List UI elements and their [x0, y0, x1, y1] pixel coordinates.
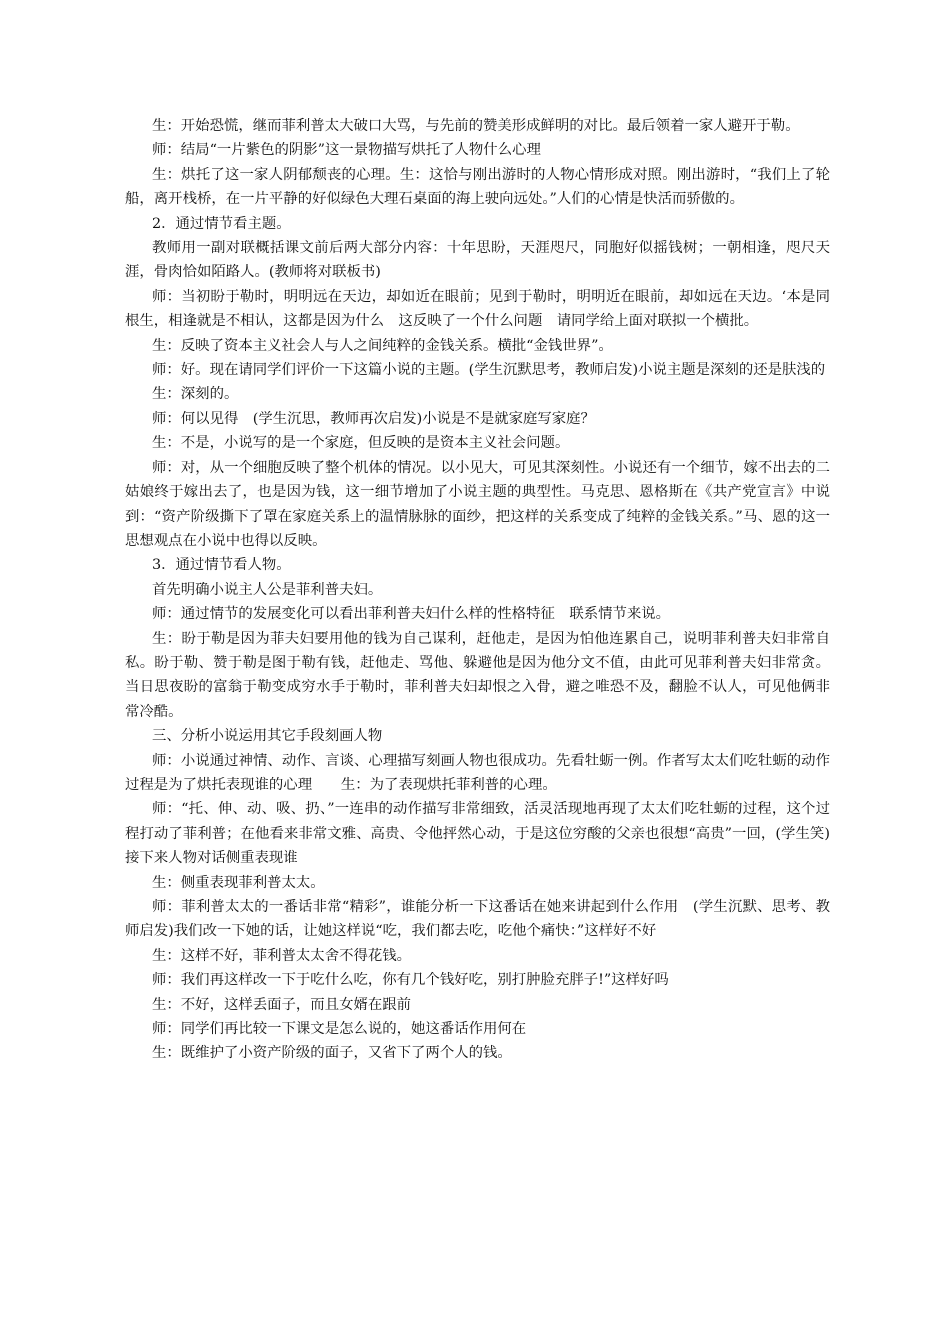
- paragraph: 师：对，从一个细胞反映了整个机体的情况。以小见大，可见其深刻性。小说还有一个细节，嫁不出去的二姑娘终于嫁出去了，也是因为钱，这一细节增加了小说主题的典型性。马克思、恩格斯在《共产党宣言》中说到：“资产阶级撕下了罩在家庭关系上的温情脉脉的面纱，把这样的关系变成了纯粹的金钱关系。”马、恩的这一思想观点在小说中也得以反映。: [125, 459, 830, 549]
- paragraph: 师：“托、伸、动、吸、扔、”一连串的动作描写非常细致，活灵活现地再现了太太们吃牡蛎的过程，这个过程打动了菲利普；在他看来非常文雅、高贵、令他抨然心动，于是这位穷酸的父亲也很想“高贵”一回，(学生笑)接下来人物对话侧重表现谁: [125, 801, 830, 867]
- paragraph: 教师用一副对联概括课文前后两大部分内容：十年思盼，天涯咫尺，同胞好似摇钱树；一朝相逢，咫尺天涯，骨肉恰如陌路人。(教师将对联板书): [125, 240, 830, 281]
- paragraph: 师：好。现在请同学们评价一下这篇小说的主题。(学生沉默思考，教师启发)小说主题是深刻的还是肤浅的: [152, 362, 826, 379]
- paragraph: 生：深刻的。: [152, 386, 239, 403]
- paragraph: 生：侧重表现菲利普太太。: [152, 874, 325, 891]
- paragraph: 生：不是，小说写的是一个家庭，但反映的是资本主义社会问题。: [152, 435, 570, 452]
- paragraph: 师：结局“一片紫色的阴影”这一景物描写烘托了人物什么心理: [152, 142, 541, 159]
- paragraph: 生：既维护了小资产阶级的面子，又省下了两个人的钱。: [152, 1045, 512, 1062]
- paragraph: 师：何以见得 (学生沉思，教师再次启发)小说是不是就家庭写家庭？: [152, 410, 595, 427]
- paragraph: 生：开始恐慌，继而菲利普太大破口大骂，与先前的赞美形成鲜明的对比。最后领着一家人避开于勒。: [152, 118, 800, 134]
- paragraph: 生：盼于勒是因为菲夫妇要用他的钱为自己谋利，赶他走，是因为怕他连累自己，说明菲利普夫妇非常自私。盼于勒、赞于勒是图于勒有钱，赶他走、骂他、躲避他是因为他分文不值，由此可见菲利普夫妇非常贪。当日思夜盼的富翁于勒变成穷水手于勒时，菲利普夫妇却恨之入骨，避之唯恐不及，翻脸不认人，可见他俩非常冷酷。: [125, 630, 830, 720]
- paragraph: 师：菲利普太太的一番话非常“精彩”，谁能分析一下这番话在她来讲起到什么作用 (学生沉默、思考、教师启发)我们改一下她的话，让她这样说“吃，我们都去吃，吃他个痛快：”这样好不好: [125, 899, 830, 940]
- paragraph: 首先明确小说主人公是菲利普夫妇。: [152, 581, 383, 598]
- document-page: [125, 114, 830, 1066]
- paragraph: 生：反映了资本主义社会人与人之间纯粹的金钱关系。横批“金钱世界”。: [152, 337, 613, 354]
- section-heading: 3．通过情节看人物。: [152, 557, 291, 574]
- paragraph: 生：烘托了这一家人阴郁颓丧的心理。生：这恰与刚出游时的人物心情形成对照。刚出游时，“我们上了轮船，离开栈桥，在一片平静的好似绿色大理石桌面的海上驶向远处。”人们的心情是快活而骄傲的。: [125, 166, 830, 208]
- paragraph: 师：我们再这样改一下于吃什么吃，你有几个钱好吃，别打肿脸充胖子!”这样好吗: [152, 972, 669, 989]
- paragraph: 师：通过情节的发展变化可以看出菲利普夫妇什么样的性格特征 联系情节来说。: [152, 606, 671, 623]
- paragraph: 师：当初盼于勒时，明明远在天边，却如近在眼前；见到于勒时，明明近在眼前，却如远在天边。‘本是同根生，相逢就是不相认，这都是因为什么 这反映了一个什么问题 请同学给上面对联拟一个横批。: [125, 288, 830, 330]
- paragraph: 师：小说通过神情、动作、言谈、心理描写刻画人物也很成功。先看牡蛎一例。作者写太太们吃牡蛎的动作过程是为了烘托表现谁的心理 生：为了表现烘托菲利普的心理。: [125, 752, 830, 793]
- paragraph: 生：不好，这样丢面子，而且女婿在跟前: [152, 996, 412, 1013]
- paragraph: 生：这样不好，菲利普太太舍不得花钱。: [152, 947, 412, 964]
- paragraph: 师：同学们再比较一下课文是怎么说的，她这番话作用何在: [152, 1021, 527, 1038]
- section-heading: 三、分析小说运用其它手段刻画人物: [152, 728, 383, 745]
- section-heading: 2．通过情节看主题。: [152, 215, 291, 232]
